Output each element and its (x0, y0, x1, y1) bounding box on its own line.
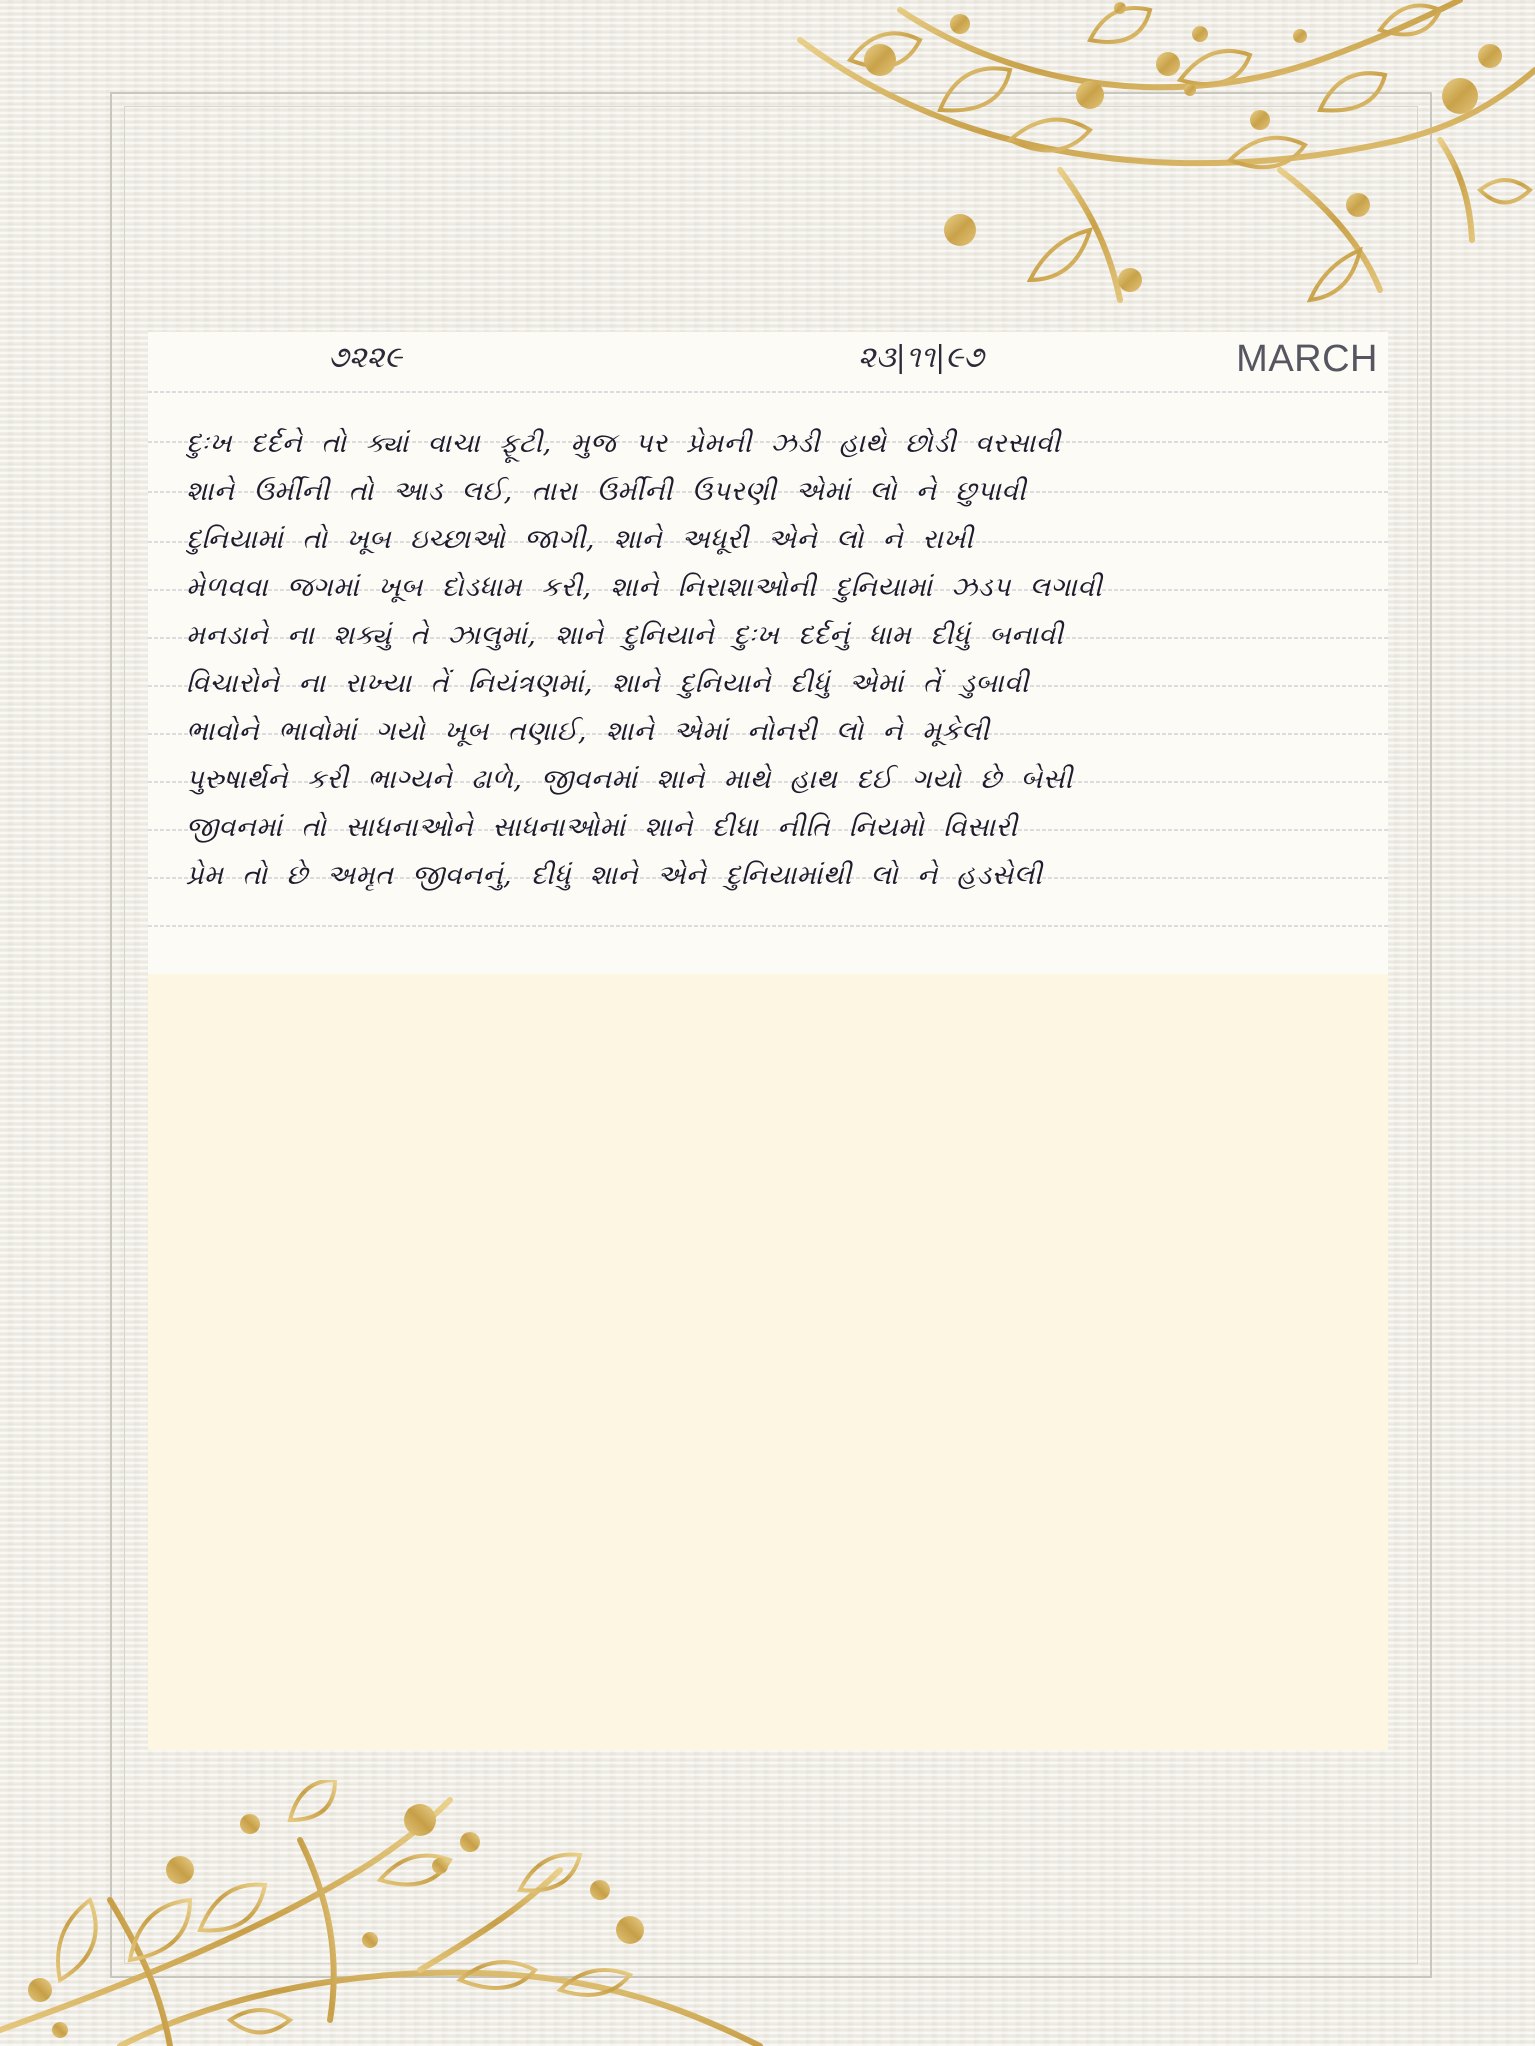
month-label: MARCH (1236, 338, 1378, 380)
entry-line: મનડાને ના શક્યું તે ઝાલુમાં, શાને દુનિયાને દુઃખ દર્દનું ધામ દીધું બનાવી (186, 620, 1064, 651)
handwritten-entry (186, 420, 1366, 900)
entry-line: ભાવોને ભાવોમાં ગયો ખૂબ તણાઈ, શાને એમાં નોનરી લો ને મૂકેલી (186, 716, 990, 747)
note-panel (148, 972, 1388, 1750)
entry-line: મેળવવા જગમાં ખૂબ દોડધામ કરી, શાને નિરાશાઓની દુનિયામાં ઝડપ લગાવી (186, 572, 1103, 603)
journal-page-scan (148, 332, 1388, 974)
entry-line: શાને ઉર્મીની તો આડ લઈ, તારા ઉર્મીની ઉપરણી એમાં લો ને છુપાવી (186, 476, 1027, 507)
entry-line: દુઃખ દર્દને તો ક્યાં વાચા ફૂટી, મુજ પર પ્રેમની ઝડી હાથે છોડી વરસાવી (186, 428, 1061, 459)
entry-line: જીવનમાં તો સાધનાઓને સાધનાઓમાં શાને દીધા નીતિ નિયમો વિસારી (186, 812, 1018, 843)
entry-line: દુનિયામાં તો ખૂબ ઇચ્છાઓ જાગી, શાને અધૂરી એને લો ને રાખી (186, 524, 974, 555)
entry-line: પ્રેમ તો છે અમૃત જીવનનું, દીધું શાને એને દુનિયામાંથી લો ને હડસેલી (186, 860, 1043, 891)
entry-line: પુરુષાર્થને કરી ભાગ્યને ઢાળે, જીવનમાં શાને માથે હાથ દઈ ગયો છે બેસી (186, 764, 1073, 795)
entry-date: ૨૩|૧૧|૯૭ (858, 340, 984, 375)
journal-header (148, 332, 1388, 384)
entry-line: વિચારોને ના રાખ્યા તેં નિયંત્રણમાં, શાને દુનિયાને દીધું એમાં તેં ડુબાવી (186, 668, 1029, 699)
entry-number: ૭૨૨૯ (328, 340, 402, 375)
